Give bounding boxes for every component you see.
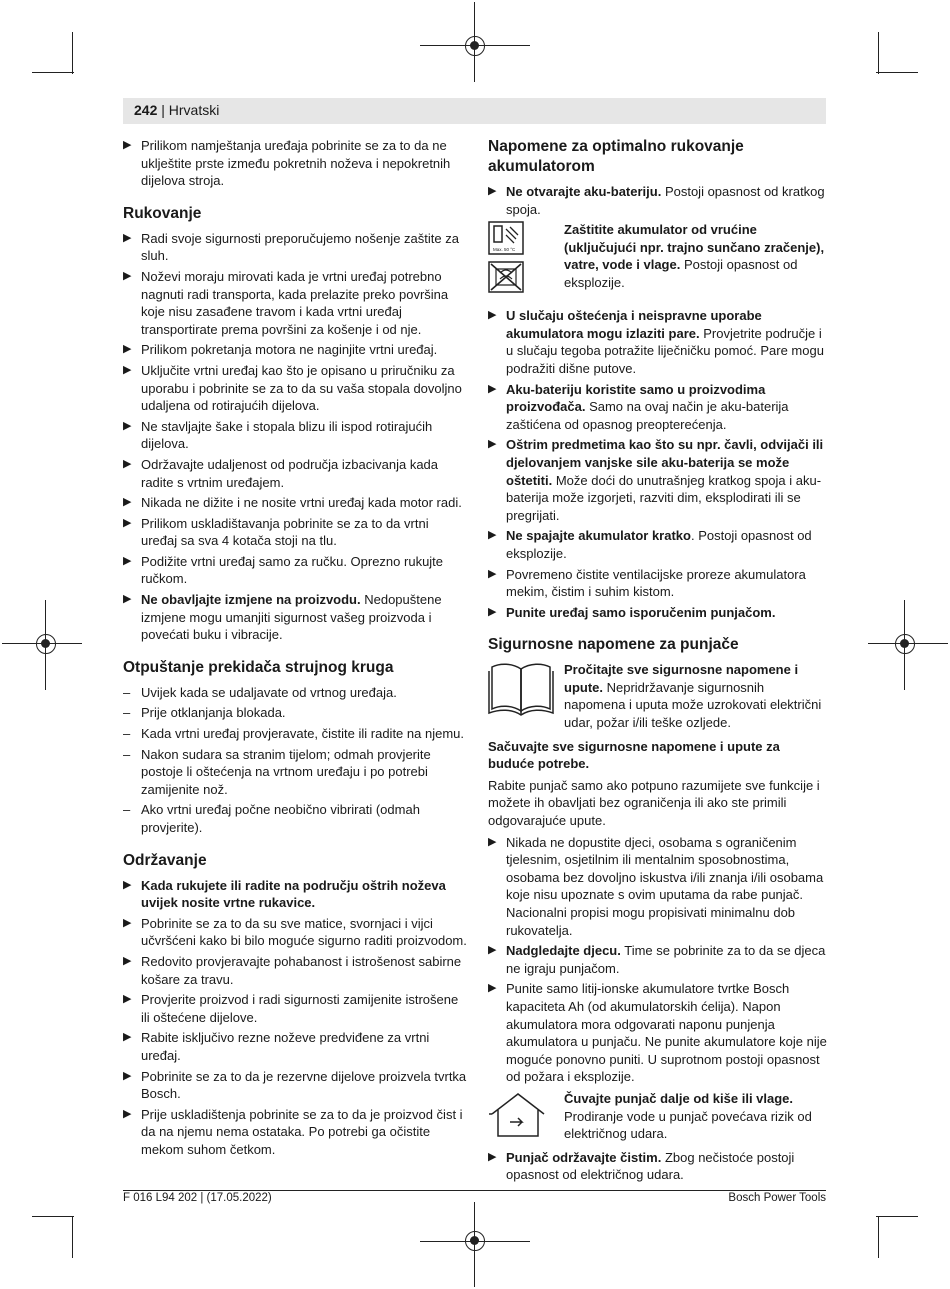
bullet-triangle-icon: ▶	[123, 457, 132, 470]
bullet-triangle-icon: ▶	[488, 982, 497, 995]
item-bold-text: Oštrim predmetima kao što su npr. čavli, odvijači ili djelovanjem vanjske sile aku-baterija se može oštetiti.	[506, 437, 824, 488]
list-item	[123, 456, 468, 491]
crop-mark	[878, 1216, 879, 1258]
left-column	[123, 137, 468, 1162]
page-header	[134, 102, 219, 118]
item-text: Podižite vrtni uređaj samo za ručku. Oprezno rukujte ručkom.	[141, 553, 444, 587]
no-water-icon	[488, 261, 524, 298]
bullet-triangle-icon: ▶	[488, 835, 497, 848]
item-text: Rabite isključivo rezne noževe predviđene za vrtni uređaj.	[141, 1030, 430, 1063]
item-text: Prije uskladištenja pobrinite se za to da je proizvod čist i da na njemu nema ostataka. Po potrebi ga očistite mekom suhom četkom.	[141, 1106, 463, 1157]
bullet-triangle-icon: ▶	[123, 516, 132, 529]
list-item	[123, 801, 468, 836]
item-bold-text: Kada rukujete ili radite na području oštrih noževa uvijek nosite vrtne rukavice.	[141, 877, 446, 911]
crop-mark	[878, 32, 879, 74]
bullet-triangle-icon: ▶	[488, 309, 497, 322]
crop-mark	[72, 1216, 73, 1258]
keep-dry-text	[564, 1090, 828, 1143]
list-item	[123, 991, 468, 1026]
item-text: Punite samo litij-ionske akumulatore tvrtke Bosch kapaciteta Ah (od akumulatorskih ćelija). Napon akumulatora mora odgovarati naponu punjenja akumulatora u punjaču. Ne punite akumulatore koje nije moguće ponovno puniti. U suprotnom postoji opasnost od požara i eksplozije.	[506, 981, 827, 1085]
list-item	[488, 566, 828, 601]
bullet-triangle-icon: ▶	[488, 605, 497, 618]
header-bar	[123, 98, 826, 124]
item-text: Postoji opasnost od kratkog spoja.	[506, 184, 825, 217]
bullet-triangle-icon: ▶	[488, 567, 497, 580]
item-text: Radi svoje sigurnosti preporučujemo nošenje zaštite za sluh.	[141, 230, 459, 264]
page-language: Hrvatski	[168, 102, 220, 118]
bullet-triangle-icon: ▶	[123, 231, 132, 244]
list-item	[123, 137, 468, 190]
bullet-triangle-icon: ▶	[123, 1069, 132, 1082]
item-text: Uvijek kada se udaljavate od vrtnog uređaja.	[141, 684, 397, 700]
list-item	[123, 268, 468, 338]
bullet-dash: –	[123, 802, 131, 818]
bullet-triangle-icon: ▶	[123, 1031, 132, 1044]
item-bold-text: U slučaju oštećenja i neispravne uporabe akumulatora mogu izlaziti pare.	[506, 308, 762, 341]
registration-mark-icon	[895, 634, 915, 654]
bullet-triangle-icon: ▶	[123, 1107, 132, 1120]
list-item	[123, 494, 468, 512]
bullet-triangle-icon: ▶	[123, 269, 132, 282]
item-text: Prilikom uskladištavanja pobrinite se za to da vrtni uređaj sa sva 4 kotača stoji na tlu.	[141, 515, 429, 549]
item-bold-text: Čuvajte punjač dalje od kiše ili vlage.	[564, 1090, 794, 1106]
bullet-triangle-icon: ▶	[123, 343, 132, 356]
item-text: Prilikom pokretanja motora ne naginjite vrtni uređaj.	[141, 342, 438, 358]
temperature-warning-icon	[488, 221, 524, 260]
list-item	[123, 1029, 468, 1064]
section-napomene	[488, 137, 828, 621]
item-text: Ne stavljajte šake i stopala blizu ili ispod rotirajućih dijelova.	[141, 418, 433, 452]
item-bold-text: Ne spajajte akumulator kratko	[506, 528, 691, 544]
item-bold-text: Pročitajte sve sigurnosne napomene i upute.	[564, 662, 799, 695]
bullet-triangle-icon: ▶	[123, 954, 132, 967]
list-item	[123, 418, 468, 453]
item-text: Kada vrtni uređaj provjeravate, čistite ili radite na njemu.	[141, 726, 464, 742]
item-text: Provjerite proizvod i radi sigurnosti zamijenite istrošene ili oštećene dijelove.	[141, 992, 459, 1025]
item-text: Nepridržavanje sigurnosnih napomena i uputa može uzrokovati električni udar, požar i/ili teške ozljede.	[564, 679, 822, 731]
bullet-triangle-icon: ▶	[488, 185, 497, 197]
item-text: Uključite vrtni uređaj kao što je opisano u priručniku za uporabu i pobrinite se za to da su vaša stopala dovoljno udaljena od rotirajućih dijelova.	[141, 362, 462, 414]
bullet-triangle-icon: ▶	[123, 593, 132, 606]
list-item	[123, 230, 468, 265]
bullet-triangle-icon: ▶	[123, 993, 132, 1006]
item-text: Provjetrite područje i u slučaju tegoba potražite liječničku pomoć. Pare mogu podražiti dišne putove.	[506, 325, 824, 376]
list-item	[123, 684, 468, 702]
item-text: Pobrinite se za to da je rezervne dijelove proizvela tvrtka Bosch.	[141, 1068, 467, 1102]
item-text: Povremeno čistite ventilacijske proreze akumulatora mekim, čistim i suhim kistom.	[506, 566, 806, 600]
item-text: Nikada ne dopustite djeci, osobama s ograničenim tjelesnim, osjetilnim ili mentalnim sposobnostima, osobama bez dovoljno iskustva i/ili znanja i/ili osobama koje nisu upoznate s ovim uputama da rabe punjač. Nacionalni propisi mogu propisivati minimalnu dob rukovatelja.	[506, 834, 824, 938]
section-sigurnosne	[488, 635, 828, 1184]
item-text: Prilikom namještanja uređaja pobrinite se za to da ne uklještite prste između pokretnih noževa i nepokretnih dijelova stroja.	[141, 138, 451, 189]
document-code: F 016 L94 202 | (17.05.2022)	[123, 1192, 272, 1204]
header-separator: |	[157, 102, 169, 118]
section-otpustanje	[123, 658, 468, 837]
heat-warning-block	[488, 221, 828, 293]
item-text: Time se pobrinite za to da se djeca ne igraju punjačom.	[506, 943, 826, 976]
item-text: Prije otklanjanja blokada.	[141, 705, 286, 721]
item-bold-text: Zaštitite akumulator od vrućine (uključujući npr. trajno sunčano zračenje), vatre, vode i vlage.	[564, 222, 825, 273]
item-text: Pobrinite se za to da su sve matice, svornjaci i vijci učvršćeni kako bi bilo moguće sigurno raditi proizvodom.	[141, 915, 467, 949]
item-text: Nikada ne dižite i ne nosite vrtni uređaj kada motor radi.	[141, 495, 462, 511]
bullet-triangle-icon: ▶	[123, 554, 132, 567]
list-item	[488, 604, 828, 622]
right-column	[488, 137, 828, 1187]
list-item	[488, 183, 828, 218]
heat-warning-text	[564, 221, 828, 291]
list-item	[123, 341, 468, 359]
item-text: Može doći do unutrašnjeg kratkog spoja i aku-baterija može izgorjeti, razviti dim, eksplodirati ili se pregrijati.	[506, 472, 822, 523]
crop-mark	[72, 32, 73, 74]
bullet-dash: –	[123, 726, 131, 742]
list-item	[123, 915, 468, 950]
list-item	[123, 362, 468, 415]
section-title: Otpuštanje prekidača strujnog kruga	[123, 658, 394, 676]
crop-mark	[876, 1216, 918, 1217]
list-item	[488, 527, 828, 562]
item-bold-text: Punite uređaj samo isporučenim punjačom.	[506, 604, 776, 620]
list-item	[123, 1106, 468, 1159]
section-title: Napomene za optimalno rukovanje akumulatorom	[488, 138, 744, 175]
list-item	[488, 834, 828, 940]
crop-mark	[32, 72, 74, 73]
bullet-triangle-icon: ▶	[123, 916, 132, 929]
crop-mark	[32, 1216, 74, 1217]
bullet-triangle-icon: ▶	[123, 139, 132, 151]
bullet-triangle-icon: ▶	[488, 529, 497, 542]
list-item	[123, 591, 468, 644]
list-item	[123, 877, 468, 912]
bullet-triangle-icon: ▶	[123, 419, 132, 432]
item-bold-text: Nadgledajte djecu.	[506, 943, 621, 959]
list-item	[488, 1149, 828, 1184]
registration-mark-icon	[36, 634, 56, 654]
book-icon	[488, 661, 554, 722]
list-item	[123, 515, 468, 550]
list-item	[488, 942, 828, 977]
list-item	[123, 953, 468, 988]
icon-label: Max. 50 °C	[493, 247, 516, 253]
item-bold-text: Ne otvarajte aku-bateriju.	[506, 184, 662, 199]
bullet-triangle-icon: ▶	[123, 363, 132, 376]
bullet-dash: –	[123, 746, 131, 762]
save-instructions-note: Sačuvajte sve sigurnosne napomene i upute za buduće potrebe.	[488, 738, 780, 772]
body-paragraph: Rabite punjač samo ako potpuno razumijete sve funkcije i možete ih obavljati bez ograničenja ili ako ste primili odgovarajuće upute.	[488, 777, 820, 829]
bullet-triangle-icon: ▶	[488, 1150, 497, 1163]
footer-rule	[123, 1190, 826, 1191]
bullet-triangle-icon: ▶	[488, 944, 497, 957]
registration-mark-icon	[465, 1231, 485, 1251]
item-text: Samo na ovaj način je aku-baterija zaštićena od opasnog preopterećenja.	[506, 399, 789, 432]
list-item	[488, 980, 828, 1086]
item-text: . Postoji opasnost od eksplozije.	[506, 528, 812, 561]
item-bold-text: Ne obavljajte izmjene na proizvodu.	[141, 592, 361, 608]
bullet-dash: –	[123, 705, 131, 721]
list-item	[123, 1068, 468, 1103]
section-rukovanje	[123, 204, 468, 644]
list-item	[488, 307, 828, 377]
brand-name: Bosch Power Tools	[728, 1192, 826, 1204]
list-item	[488, 381, 828, 434]
item-text: Prodiranje vode u punjač povećava rizik od električnog udara.	[564, 1108, 812, 1142]
keep-dry-block	[488, 1090, 828, 1143]
read-instructions-block	[488, 661, 828, 731]
item-text: Ako vrtni uređaj počne neobično vibrirati (odmah provjerite).	[141, 802, 420, 835]
item-text: Postoji opasnost od eksplozije.	[564, 257, 798, 290]
item-text: Nedopuštene izmjene mogu umanjiti sigurnost vašeg proizvoda i povećati buku i vibracije.	[141, 592, 442, 643]
house-rain-icon	[488, 1090, 554, 1145]
section-title: Održavanje	[123, 851, 207, 869]
item-text: Nakon sudara sa stranim tijelom; odmah provjerite postoje li oštećenja na vrtnom uređaju i po potrebi zamijenite nož.	[141, 746, 431, 797]
page-number: 242	[134, 102, 158, 118]
list-item	[123, 553, 468, 588]
item-text: Redovito provjeravajte pohabanost i istrošenost sabirne košare za travu.	[141, 953, 462, 987]
item-text: Održavajte udaljenost od područja izbacivanja kada radite s vrtnim uređajem.	[141, 456, 439, 490]
bullet-triangle-icon: ▶	[488, 438, 497, 451]
section-title: Sigurnosne napomene za punjače	[488, 636, 739, 654]
list-item	[123, 725, 468, 743]
bullet-triangle-icon: ▶	[488, 382, 497, 395]
registration-mark-icon	[465, 36, 485, 56]
bullet-triangle-icon: ▶	[123, 878, 132, 891]
read-instructions-text	[564, 661, 828, 731]
item-bold-text: Punjač održavajte čistim.	[506, 1149, 662, 1165]
crop-mark	[876, 72, 918, 73]
list-item	[123, 746, 468, 799]
list-item	[123, 704, 468, 722]
bullet-triangle-icon: ▶	[123, 496, 132, 509]
section-odrzavanje	[123, 851, 468, 1159]
item-bold-text: Aku-bateriju koristite samo u proizvodima proizvođača.	[506, 381, 766, 415]
item-text: Zbog nečistoće postoji opasnost od električnog udara.	[506, 1149, 795, 1183]
section-title: Rukovanje	[123, 204, 202, 222]
item-text: Noževi moraju mirovati kada je vrtni uređaj potrebno nagnuti radi transporta, kada prelazite preko površina koje nisu zasađene travom i kada vrtni uređaj transportirate prema površini za košenje i od nje.	[141, 268, 449, 337]
bullet-dash: –	[123, 684, 131, 700]
list-item	[488, 436, 828, 524]
